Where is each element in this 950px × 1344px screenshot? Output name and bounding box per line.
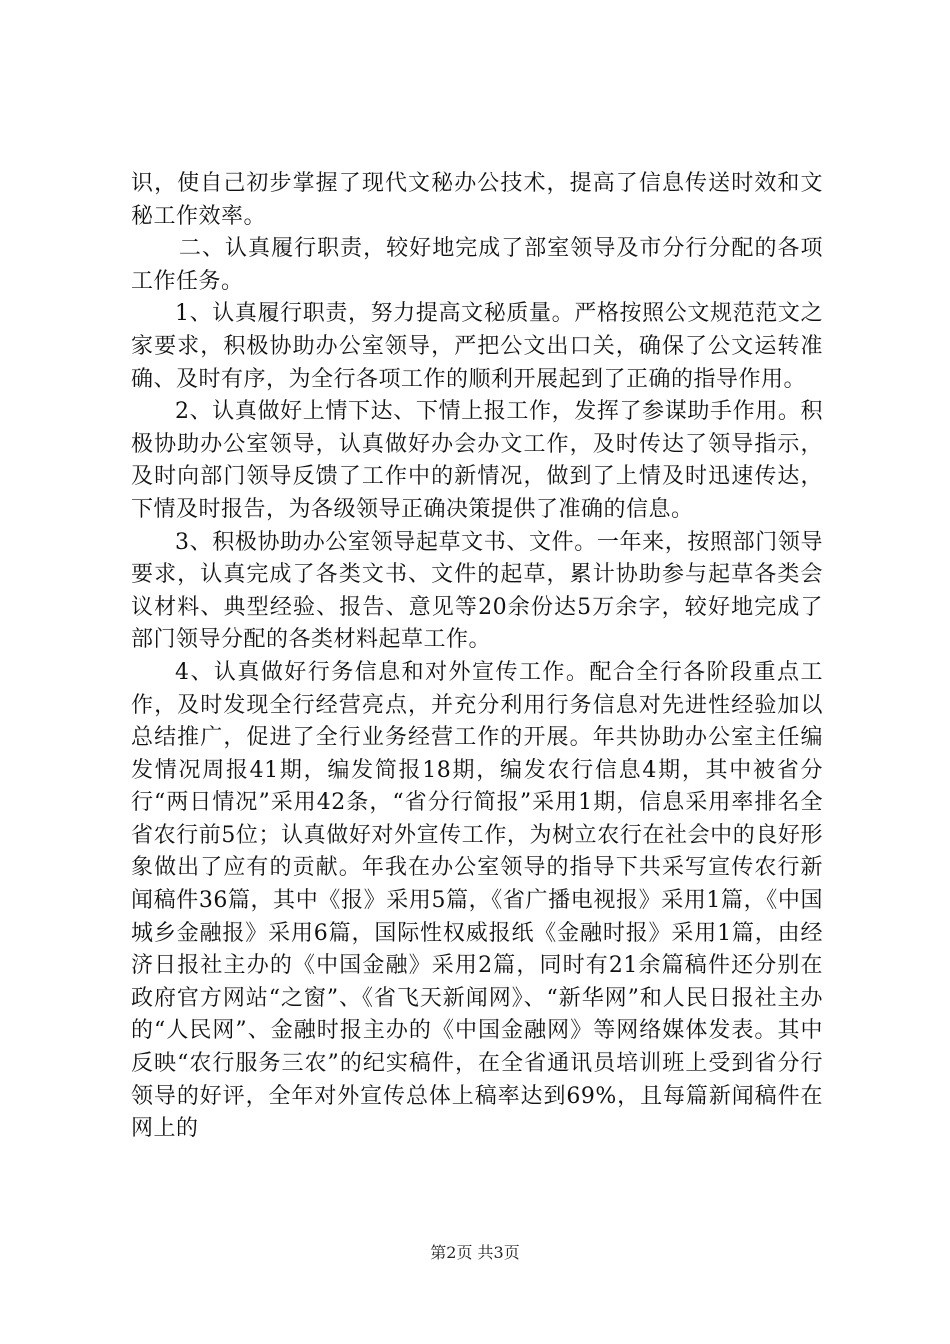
paragraph-item-4: 4、认真做好行务信息和对外宣传工作。配合全行各阶段重点工作，及时发现全行经营亮点，并充分利用行务信息对先进性经验加以总结推广，促进了全行业务经营工作的开展。年共协助办公室主任编发情况周报41期，编发简报18期，编发农行信息4期，其中被省分行“两日情况”采用42条，“省分行简报”采用1期，信息采用率排名全省农行前5位；认真做好对外宣传工作，为树立农行在社会中的良好形象做出了应有的贡献。年我在办公室领导的指导下共采写宣传农行新闻稿件36篇，其中《报》采用5篇，《省广播电视报》采用1篇，《中国城乡金融报》采用6篇，国际性权威报纸《金融时报》采用1篇，由经济日报社主办的《中国金融》采用2篇，同时有21余篇稿件还分别在政府官方网站“之窗”、《省飞天新闻网》、“新华网”和人民日报社主办的“人民网”、金融时报主办的《中国金融网》等网络媒体发表。其中反映“农行服务三农”的纪实稿件，在全省通讯员培训班上受到省分行领导的好评，全年对外宣传总体上稿率达到69%，且每篇新闻稿件在网上的 xyxy=(131,659,823,1142)
page-number-footer: 第2页 共3页 xyxy=(430,1243,520,1262)
paragraph-continuation: 识，使自己初步掌握了现代文秘办公技术，提高了信息传送时效和文秘工作效率。 xyxy=(131,171,823,229)
paragraph-item-2: 2、认真做好上情下达、下情上报工作，发挥了参谋助手作用。积极协助办公室领导，认真做好办会办文工作，及时传达了领导指示，及时向部门领导反馈了工作中的新情况，做到了上情及时迅速传达，下情及时报告，为各级领导正确决策提供了准确的信息。 xyxy=(131,399,823,522)
paragraph-section-two: 二、认真履行职责，较好地完成了部室领导及市分行分配的各项工作任务。 xyxy=(131,236,823,294)
document-body xyxy=(131,168,823,1146)
paragraph-item-3: 3、积极协助办公室领导起草文书、文件。一年来，按照部门领导要求，认真完成了各类文书、文件的起草，累计协助参与起草各类会议材料、典型经验、报告、意见等20余份达5万余字，较好地完成了部门领导分配的各类材料起草工作。 xyxy=(131,529,823,653)
paragraph-item-1: 1、认真履行职责，努力提高文秘质量。严格按照公文规范范文之家要求，积极协助办公室领导，严把公文出口关，确保了公文运转准确、及时有序，为全行各项工作的顺利开展起到了正确的指导作用。 xyxy=(131,301,823,392)
